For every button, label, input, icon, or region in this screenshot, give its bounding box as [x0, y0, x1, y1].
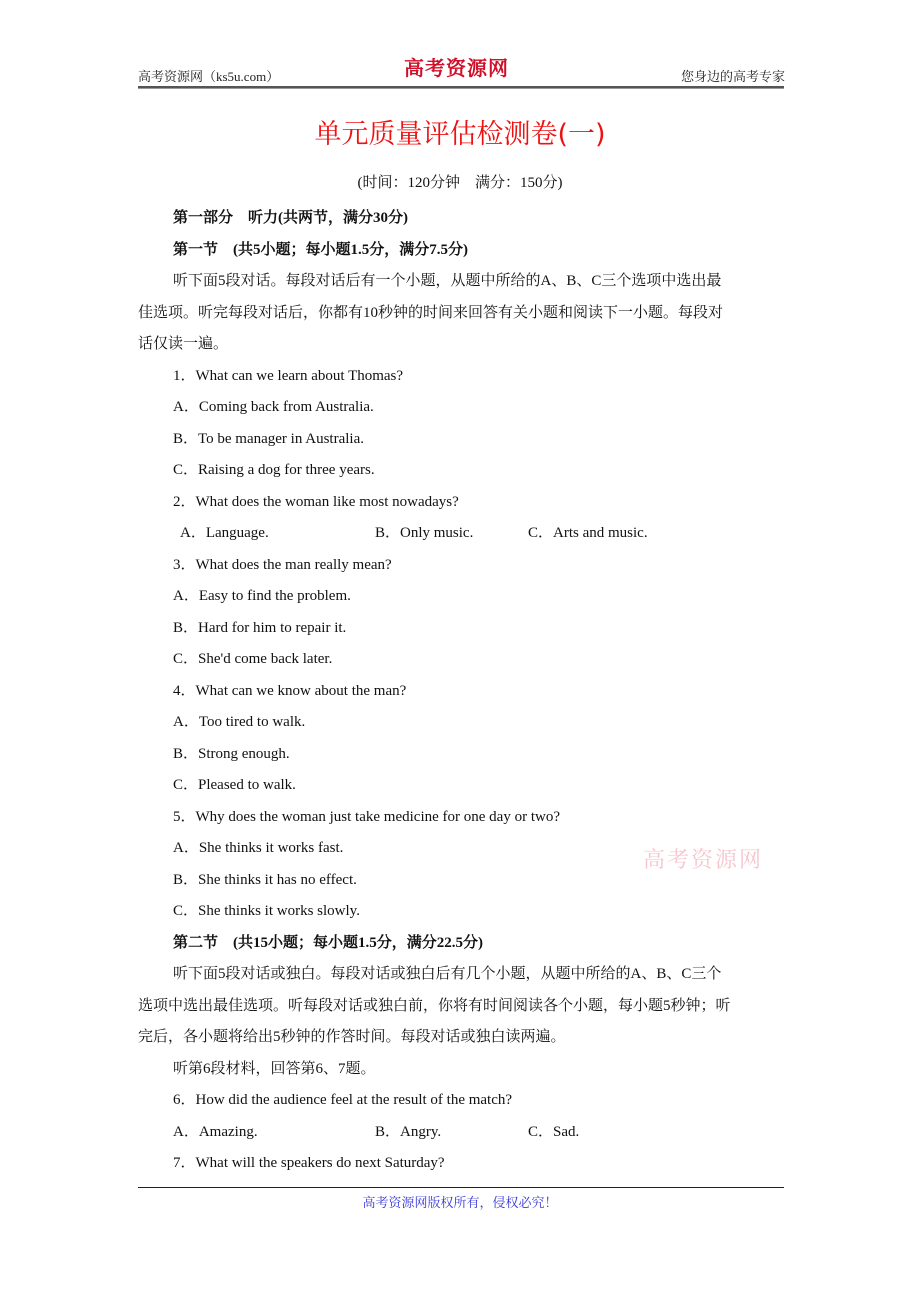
question-stem: 2．What does the woman like most nowadays? [173, 494, 459, 510]
material-note: 听第6段材料，回答第6、7题。 [173, 1061, 376, 1077]
question-option: B．Only music. [375, 525, 474, 541]
section2-instruction-line: 选项中选出最佳选项。听每段对话或独白前，你将有时间阅读各个小题，每小题5秒钟；听 [138, 998, 731, 1014]
question-option: A．Easy to find the problem. [173, 588, 351, 604]
question-option: C．Raising a dog for three years. [173, 462, 375, 478]
question-stem: 3．What does the man really mean? [173, 557, 392, 573]
question-stem: 7．What will the speakers do next Saturday? [173, 1155, 445, 1171]
question-stem: 4．What can we know about the man? [173, 683, 407, 699]
question-option: A．She thinks it works fast. [173, 840, 344, 856]
question-option: B．Hard for him to repair it. [173, 620, 347, 636]
question-option: A．Coming back from Australia. [173, 399, 374, 415]
footer-copyright: 高考资源网版权所有，侵权必究！ [362, 1195, 558, 1210]
header-site-name: 高考资源网（ks5u.com） [138, 69, 280, 84]
question-option: C．She'd come back later. [173, 651, 333, 667]
question-option: C．Arts and music. [528, 525, 648, 541]
question-option: C．Pleased to walk. [173, 777, 296, 793]
question-stem: 1．What can we learn about Thomas? [173, 368, 404, 384]
question-option: A．Amazing. [173, 1124, 258, 1140]
question-option: B．Strong enough. [173, 746, 290, 762]
question-option: B．To be manager in Australia. [173, 431, 364, 447]
question-stem: 5．Why does the woman just take medicine for one day or two? [173, 809, 560, 825]
question-option: B．She thinks it has no effect. [173, 872, 357, 888]
exam-time-score: (时间：120分钟 满分：150分) [357, 175, 563, 191]
page-title: 单元质量评估检测卷(一) [314, 119, 606, 150]
footer-divider [138, 1187, 784, 1188]
header-slogan: 您身边的高考专家 [680, 69, 785, 84]
section2-heading: 第二节 (共15小题；每小题1.5分，满分22.5分) [173, 935, 483, 951]
header-divider [138, 86, 784, 89]
question-option: C．Sad. [528, 1124, 580, 1140]
watermark-logo: 高考资源网 [643, 848, 764, 873]
section1-instruction-line: 话仅读一遍。 [138, 336, 229, 352]
section1-instruction-line: 佳选项。听完每段对话后，你都有10秒钟的时间来回答有关小题和阅读下一小题。每段对 [138, 305, 724, 321]
header-logo: 高考资源网 [404, 56, 509, 80]
section1-instruction-line: 听下面5段对话。每段对话后有一个小题，从题中所给的A、B、C三个选项中选出最 [173, 273, 722, 289]
question-option: B．Angry. [375, 1124, 442, 1140]
section2-instruction-line: 完后，各小题将给出5秒钟的作答时间。每段对话或独白读两遍。 [138, 1029, 566, 1045]
question-stem: 6．How did the audience feel at the result of the match? [173, 1092, 513, 1108]
part1-heading: 第一部分 听力(共两节，满分30分) [173, 210, 408, 226]
section1-heading: 第一节 (共5小题；每小题1.5分，满分7.5分) [173, 242, 468, 258]
section2-instruction-line: 听下面5段对话或独白。每段对话或独白后有几个小题，从题中所给的A、B、C三个 [173, 966, 722, 982]
question-option: A．Too tired to walk. [173, 714, 306, 730]
question-option: A．Language. [180, 525, 269, 541]
question-option: C．She thinks it works slowly. [173, 903, 360, 919]
